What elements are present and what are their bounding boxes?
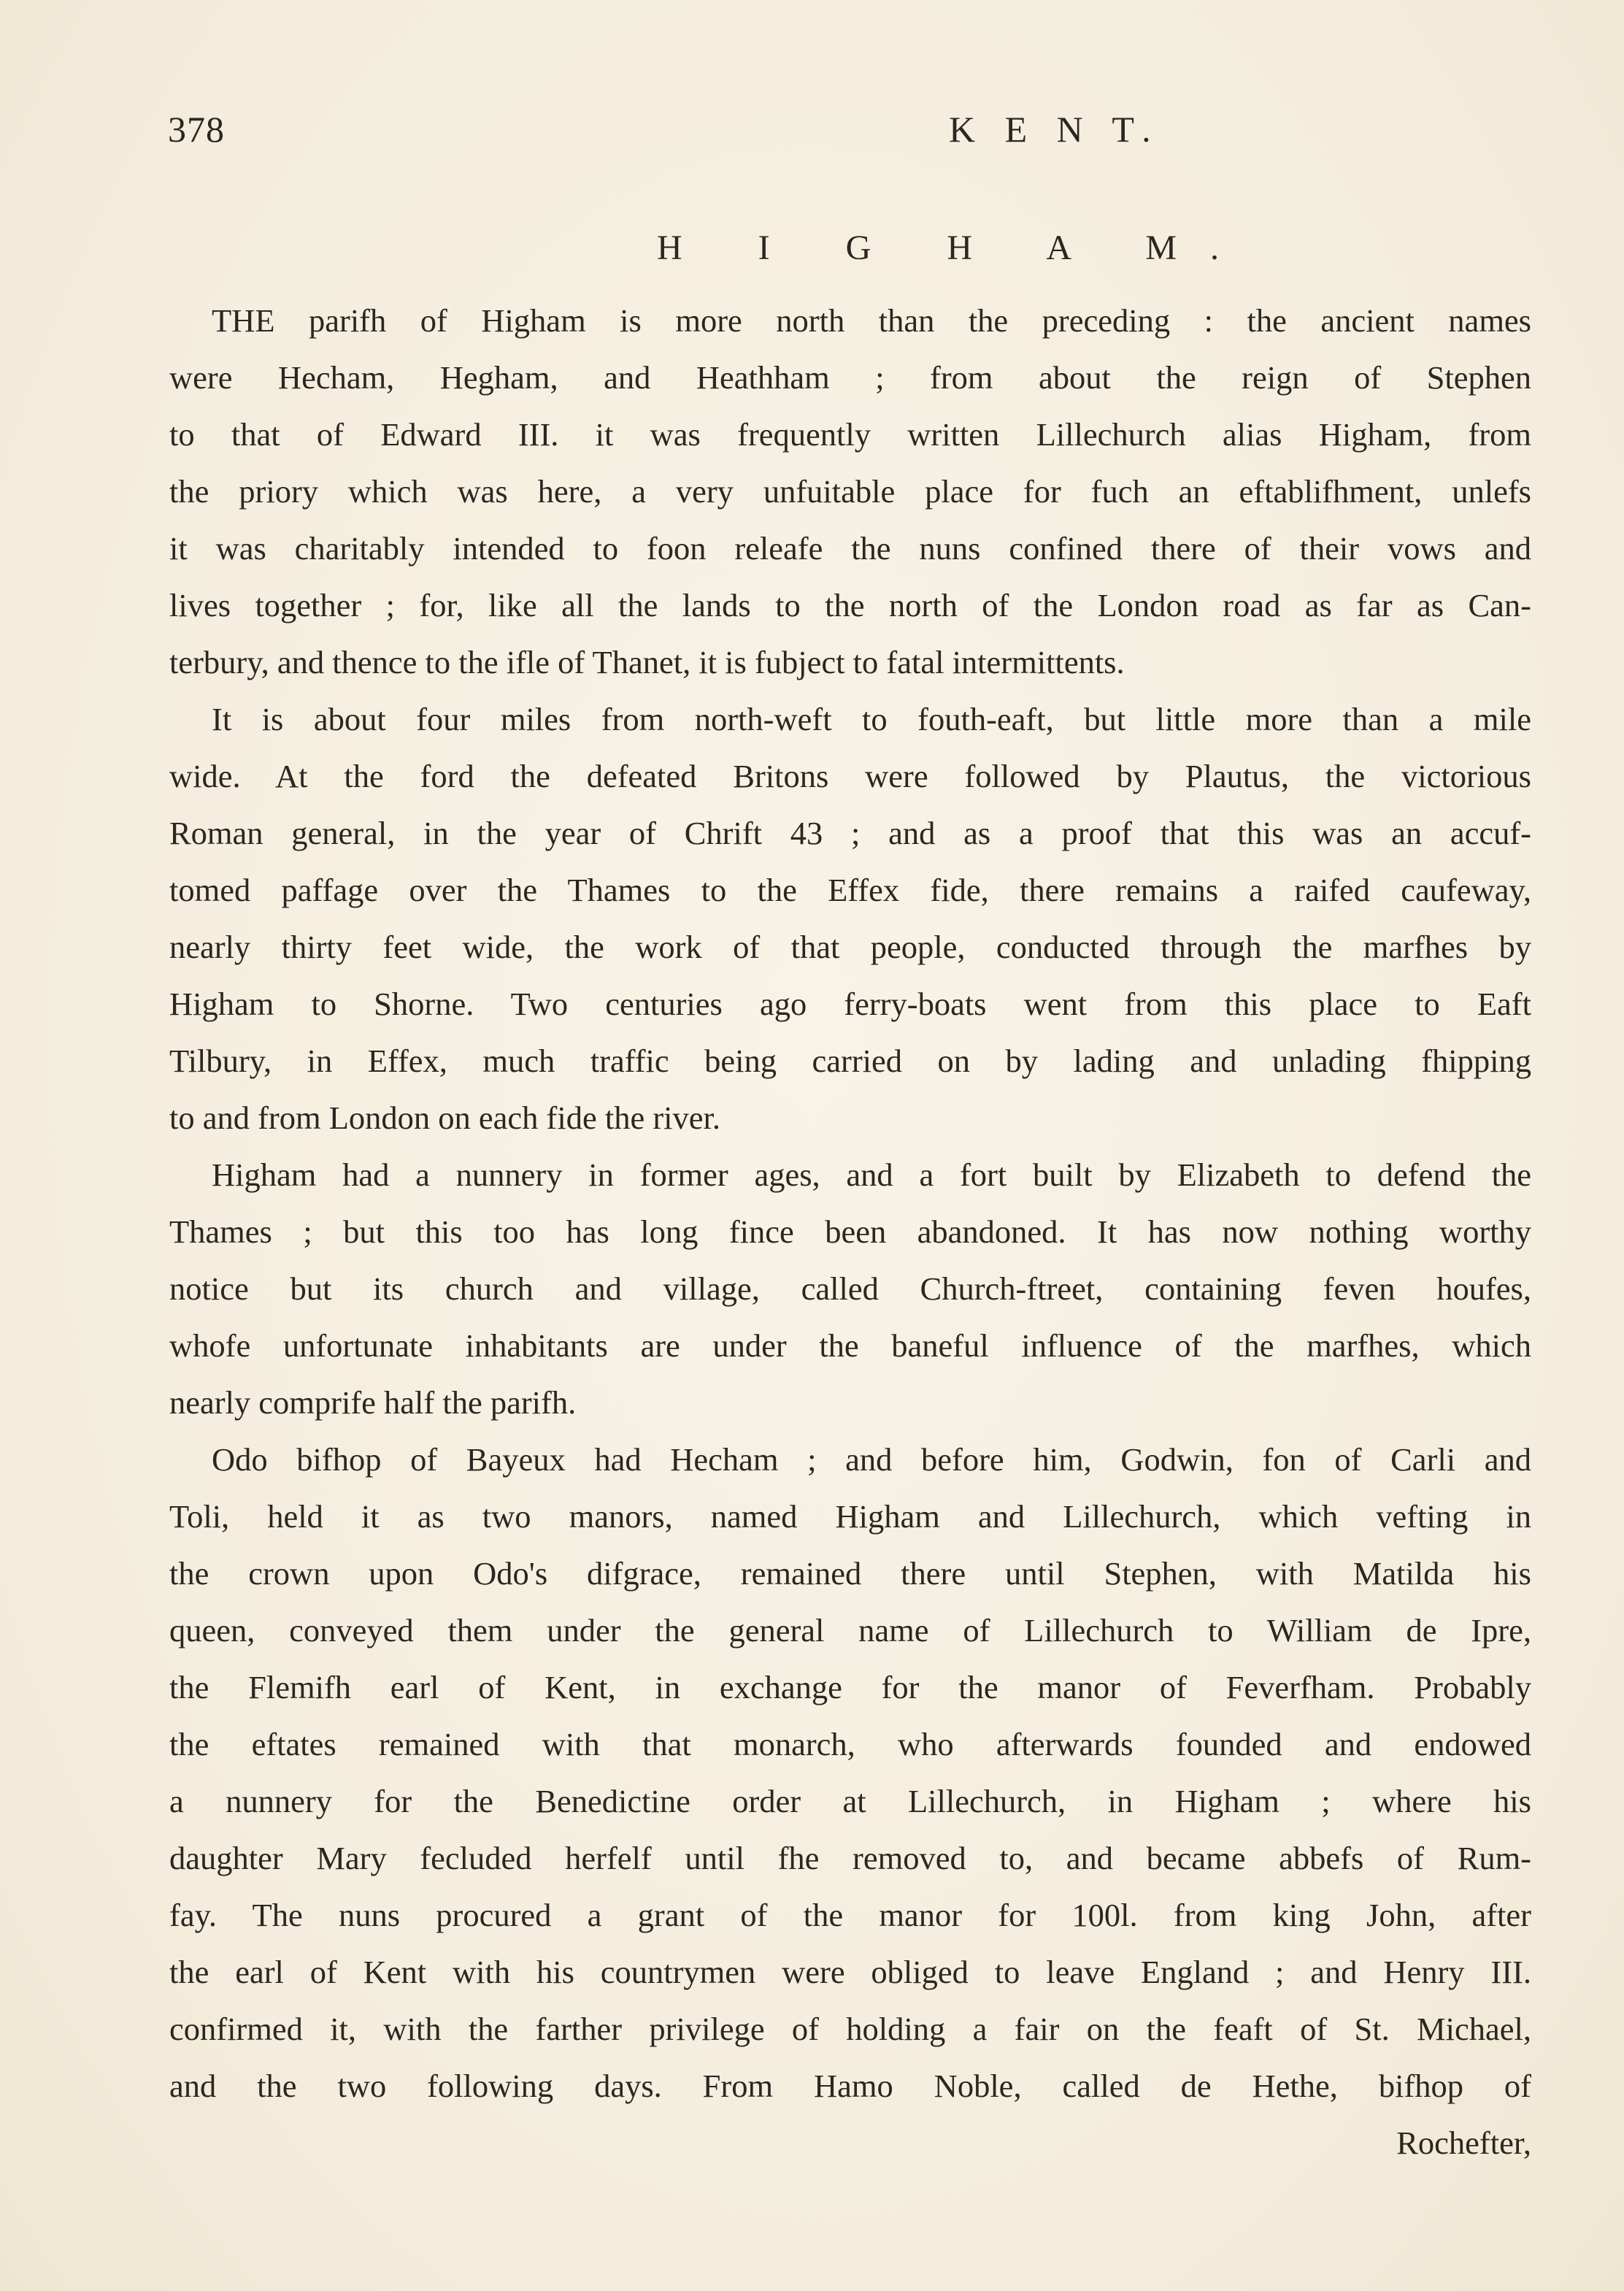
text-line: notice but its church and village, called Church-ftreet, containing feven houfes,	[169, 1270, 1531, 1307]
text-line: wide. At the ford the defeated Britons were followed by Plautus, the victorious	[169, 758, 1531, 794]
running-head: K E N T.	[949, 109, 1161, 150]
text-line: confirmed it, with the farther privilege of holding a fair on the feaft of St. Michael,	[169, 2011, 1531, 2047]
section-title: H I G H A M.	[657, 229, 1253, 267]
text-line: the priory which was here, a very unfuitable place for fuch an eftablifhment, unlefs	[169, 473, 1531, 510]
text-line: and the two following days. From Hamo Noble, called de Hethe, bifhop of	[169, 2068, 1531, 2104]
text-line: THE parifh of Higham is more north than the preceding : the ancient names	[212, 302, 1531, 339]
text-line: to that of Edward III. it was frequently written Lillechurch alias Higham, from	[169, 416, 1531, 453]
text-line: Higham had a nunnery in former ages, and a fort built by Elizabeth to defend the	[212, 1156, 1531, 1193]
text-line: nearly thirty feet wide, the work of that people, conducted through the marfhes by	[169, 929, 1531, 965]
text-line: a nunnery for the Benedictine order at Lillechurch, in Higham ; where his	[169, 1783, 1531, 1819]
text-line: tomed paffage over the Thames to the Effex fide, there remains a raifed caufeway,	[169, 872, 1531, 908]
text-line: Odo bifhop of Bayeux had Hecham ; and before him, Godwin, fon of Carli and	[212, 1441, 1531, 1478]
text-line: Thames ; but this too has long fince been abandoned. It has now nothing worthy	[169, 1213, 1531, 1250]
body-text	[169, 292, 1531, 2171]
text-line: lives together ; for, like all the lands to the north of the London road as far as Can-	[169, 587, 1531, 623]
page-header	[168, 108, 1533, 159]
text-line: Higham to Shorne. Two centuries ago ferry-boats went from this place to Eaft	[169, 986, 1531, 1022]
text-line: Roman general, in the year of Chrift 43 ; and as a proof that this was an accuf-	[169, 815, 1531, 851]
text-line: it was charitably intended to foon releafe the nuns confined there of their vows and	[169, 530, 1531, 567]
text-line: daughter Mary fecluded herfelf until fhe removed to, and became abbefs of Rum-	[169, 1840, 1531, 1876]
text-line: whofe unfortunate inhabitants are under the baneful influence of the marfhes, which	[169, 1327, 1531, 1364]
text-line: the eftates remained with that monarch, who afterwards founded and endowed	[169, 1726, 1531, 1762]
text-line: fay. The nuns procured a grant of the manor for 100l. from king John, after	[169, 1897, 1531, 1933]
page-number: 378	[168, 109, 225, 150]
text-line: the crown upon Odo's difgrace, remained there until Stephen, with Matilda his	[169, 1555, 1531, 1592]
text-line: Tilbury, in Effex, much traffic being carried on by lading and unlading fhipping	[169, 1043, 1531, 1079]
text-line: It is about four miles from north-weft to fouth-eaft, but little more than a mile	[212, 701, 1531, 737]
text-line: Toli, held it as two manors, named Higham and Lillechurch, which vefting in	[169, 1498, 1531, 1535]
text-line: nearly comprife half the parifh.	[169, 1384, 577, 1421]
text-line: to and from London on each fide the river.	[169, 1100, 721, 1136]
text-line: queen, conveyed them under the general name of Lillechurch to William de Ipre,	[169, 1612, 1531, 1649]
text-line: the earl of Kent with his countrymen were obliged to leave England ; and Henry III.	[169, 1954, 1531, 1990]
text-line: the Flemifh earl of Kent, in exchange for the manor of Feverfham. Probably	[169, 1669, 1531, 1705]
text-line: terbury, and thence to the ifle of Thanet, it is fubject to fatal intermittents.	[169, 644, 1125, 680]
catchword: Rochefter,	[1396, 2125, 1531, 2161]
text-line: were Hecham, Hegham, and Heathham ; from about the reign of Stephen	[169, 359, 1531, 396]
